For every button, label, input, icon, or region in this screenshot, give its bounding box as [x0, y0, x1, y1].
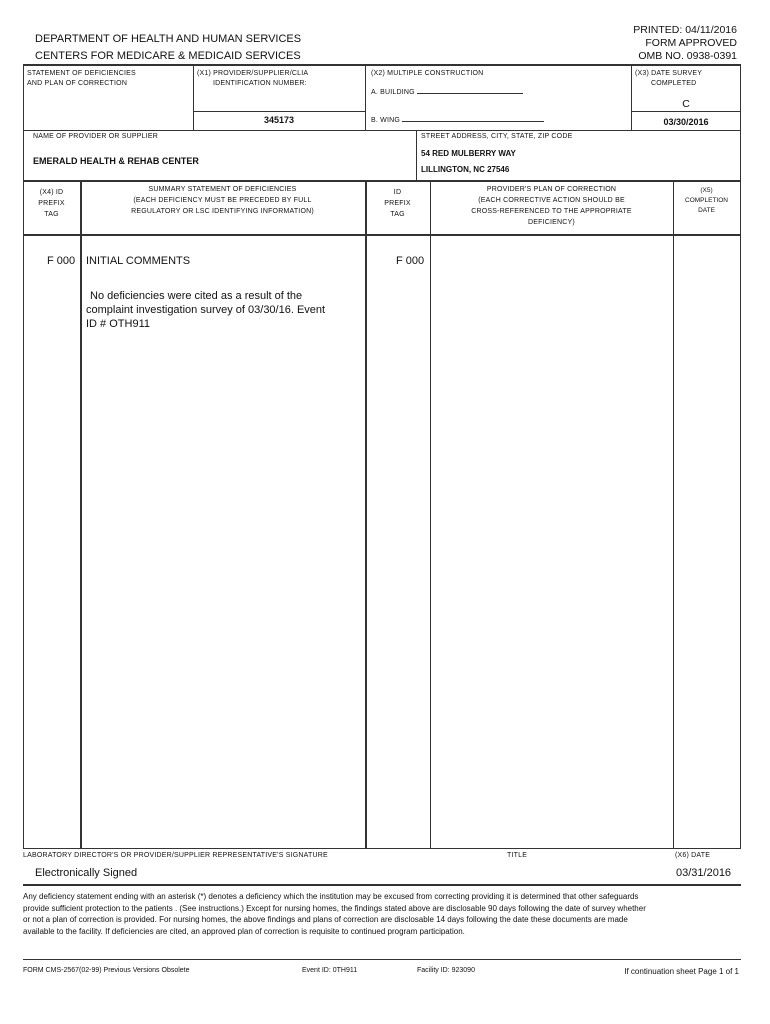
omb-number: OMB NO. 0938-0391 — [638, 50, 737, 62]
provider-row-border — [23, 130, 741, 131]
form-number: FORM CMS-2567(02-99) Previous Versions Obsolete — [23, 967, 190, 974]
x3-code: C — [682, 98, 690, 110]
id-column-divider — [430, 180, 431, 848]
wing-field — [371, 114, 544, 124]
survey-completed-date: 03/30/2016 — [663, 117, 709, 127]
form-top-border — [23, 64, 741, 66]
x3-label-2: COMPLETED — [651, 80, 697, 87]
building-field — [371, 86, 523, 96]
x3-value-line — [631, 111, 741, 112]
event-id: Event ID: 0TH911 — [302, 967, 358, 974]
column-header-top-border — [23, 180, 741, 182]
city-state-zip: LILLINGTON, NC 27546 — [421, 165, 510, 174]
x1-value-line — [193, 111, 365, 112]
deficiency-text: No deficiencies were cited as a result of the complaint investigation survey of 03/30/16. Event ID # OTH911 — [86, 290, 326, 330]
title-label: TITLE — [507, 852, 528, 859]
form-right-border — [740, 64, 741, 848]
summary-column-divider — [365, 180, 367, 848]
statement-label-1: STATEMENT OF DEFICIENCIES — [27, 70, 136, 77]
facility-id: Facility ID: 923090 — [417, 967, 475, 974]
building-blank — [417, 86, 523, 94]
x4-header: (X4) ID PREFIX TAG — [38, 189, 65, 218]
x4-column-divider — [80, 180, 82, 848]
deficiency-tag-right: F 000 — [396, 255, 425, 267]
body-bottom-border — [23, 848, 741, 849]
building-label: A. BUILDING — [371, 89, 415, 96]
x1-label-2: IDENTIFICATION NUMBER: — [213, 80, 307, 87]
x1-provider-number: 345173 — [263, 115, 295, 125]
wing-label: B. WING — [371, 117, 401, 124]
id-prefix-header: ID PREFIX TAG — [384, 189, 411, 218]
page-number: If continuation sheet Page 1 of 1 — [624, 967, 739, 976]
x2-label: (X2) MULTIPLE CONSTRUCTION — [371, 70, 484, 77]
signature-date: 03/31/2016 — [676, 867, 732, 879]
deficiency-heading: INITIAL COMMENTS — [86, 255, 191, 267]
plan-column-divider — [673, 180, 674, 848]
form-left-border — [23, 64, 24, 848]
address-divider — [416, 130, 417, 180]
provider-name: EMERALD HEALTH & REHAB CENTER — [33, 156, 199, 166]
column-header-bottom-border — [23, 234, 741, 236]
summary-header: SUMMARY STATEMENT OF DEFICIENCIES (EACH DEFICIENCY MUST BE PRECEDED BY FULL REGULATORY OR LSC IDENTIFYING INFORMATION) — [131, 186, 314, 215]
disclaimer-text: Any deficiency statement ending with an asterisk (*) denotes a deficiency which the institution may be excused from correcting providing it is determined that other safeguards provide sufficient protection to the patients . (See instructions.) Except for nursing homes, the findings stated above are disclosable 90 days following the date of survey whether or not a plan of correction is provided. For nursing homes, the above findings and plans of correction are disclosable 14 days following the date these documents are made available to the facility. If deficiencies are cited, an approved plan of correction is requisite to continued program participation. — [23, 892, 646, 936]
provider-name-label: NAME OF PROVIDER OR SUPPLIER — [33, 133, 159, 140]
deficiency-tag-left: F 000 — [47, 255, 76, 267]
plan-header: PROVIDER'S PLAN OF CORRECTION (EACH CORRECTIVE ACTION SHOULD BE CROSS-REFERENCED TO THE APPROPRIATE DEFICIENCY) — [471, 186, 632, 226]
signature-date-label: (X6) DATE — [675, 852, 711, 859]
signature-label: LABORATORY DIRECTOR'S OR PROVIDER/SUPPLIER REPRESENTATIVE'S SIGNATURE — [23, 852, 328, 859]
x2-divider — [365, 64, 366, 130]
printed-date: PRINTED: 04/11/2016 — [633, 24, 737, 36]
statement-label-2: AND PLAN OF CORRECTION — [27, 80, 128, 87]
signature-bottom-border — [23, 884, 741, 886]
x3-label-1: (X3) DATE SURVEY — [635, 70, 703, 77]
footer-top-border — [23, 959, 741, 960]
form-approved: FORM APPROVED — [645, 37, 737, 49]
address-label: STREET ADDRESS, CITY, STATE, ZIP CODE — [421, 133, 573, 140]
completion-date-header: (X5) COMPLETION DATE — [685, 187, 728, 214]
wing-blank — [402, 114, 544, 122]
department-title: DEPARTMENT OF HEALTH AND HUMAN SERVICES — [35, 33, 302, 45]
street-address: 54 RED MULBERRY WAY — [421, 149, 516, 158]
electronic-signature: Electronically Signed — [35, 867, 138, 879]
x1-label-1: (X1) PROVIDER/SUPPLIER/CLIA — [197, 70, 309, 77]
agency-title: CENTERS FOR MEDICARE & MEDICAID SERVICES — [35, 50, 301, 62]
